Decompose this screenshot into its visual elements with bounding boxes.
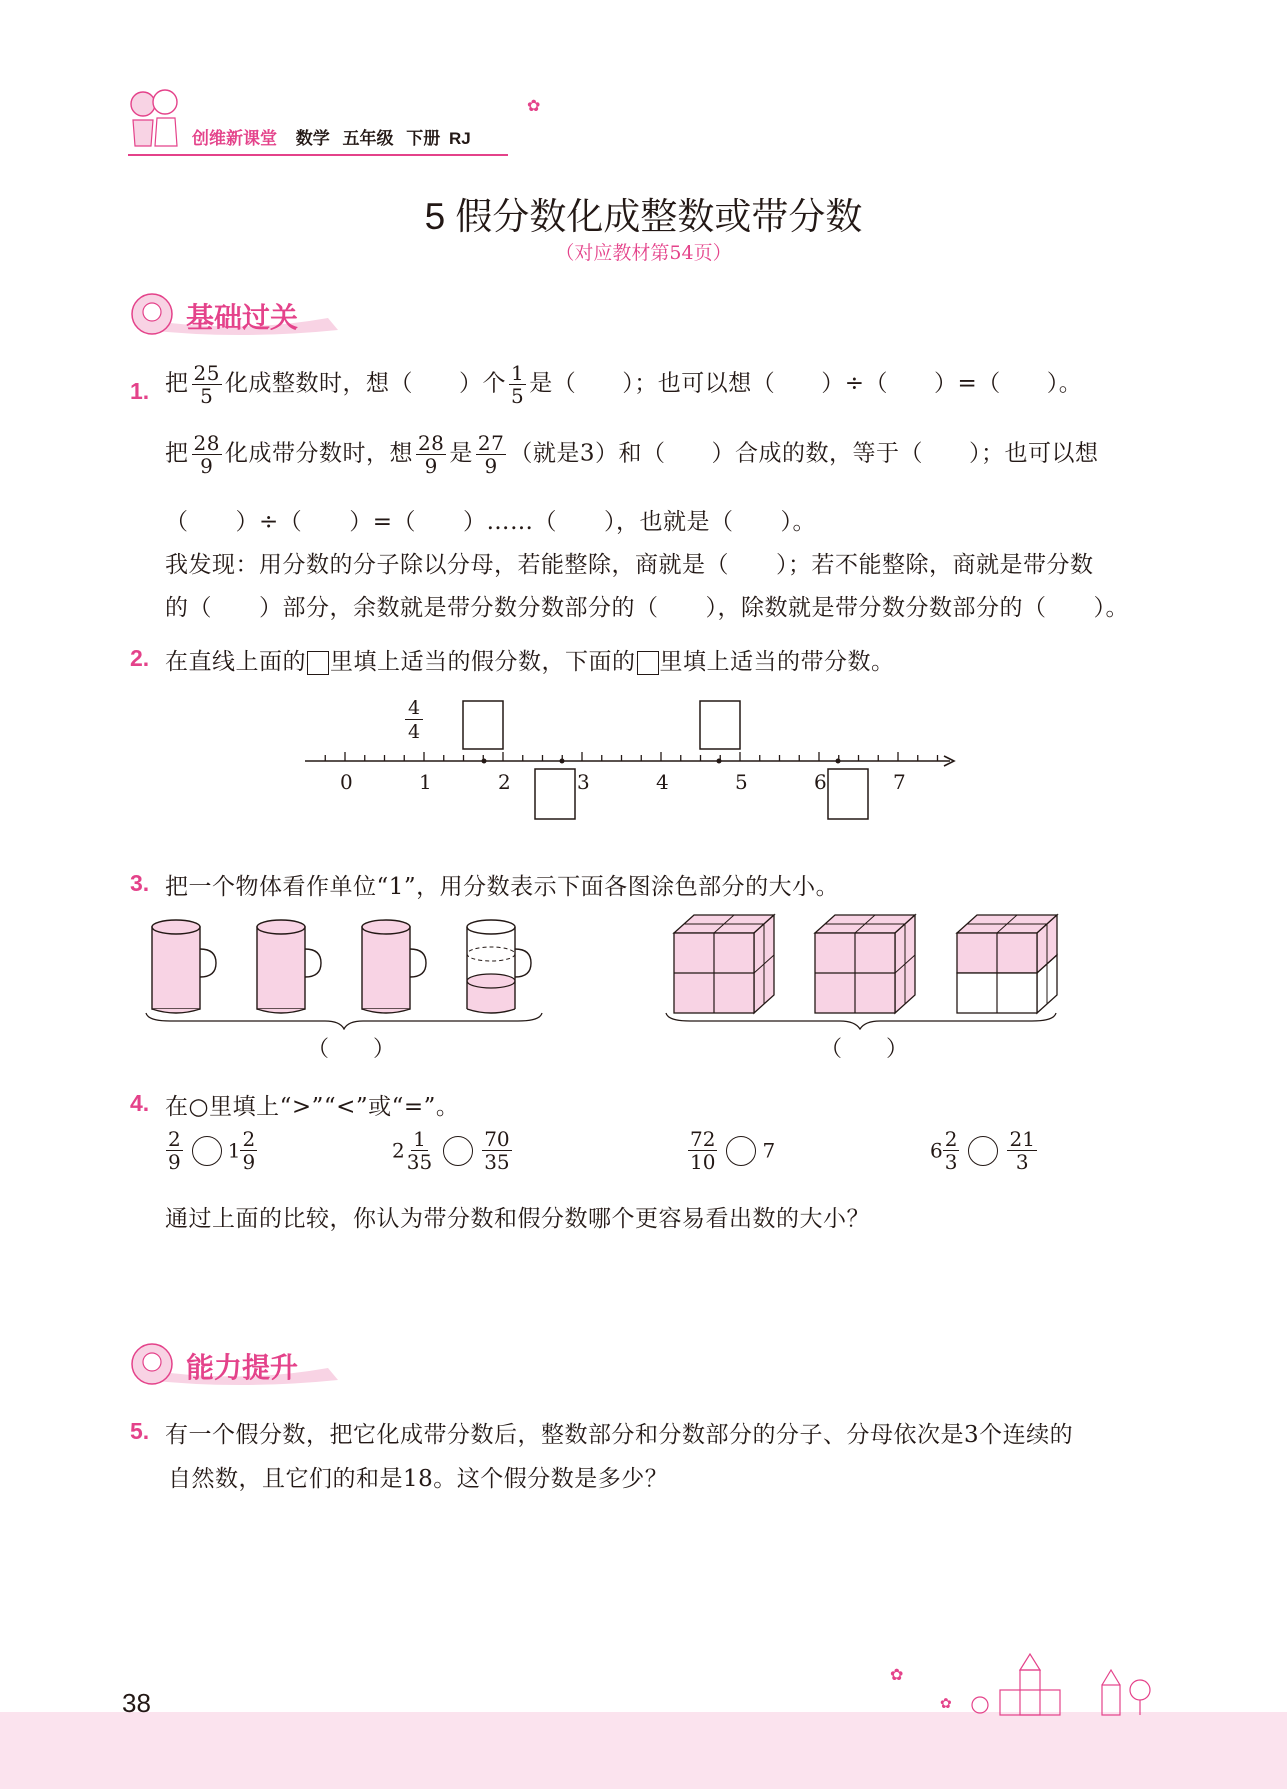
q4-question: 通过上面的比较，你认为带分数和假分数哪个更容易看出数的大小？ <box>165 1206 870 1232</box>
cube-half-icon <box>957 915 1057 1013</box>
q2-instruction: 在直线上面的 里填上适当的假分数，下面的 里填上适当的带分数。 <box>165 649 895 675</box>
header-logo-figures <box>125 86 180 156</box>
q1-line4: 我发现：用分数的分子除以分母，若能整除，商就是（ ）；若不能整除，商就是带分数 <box>165 552 1094 578</box>
header-subject: 数学 <box>295 129 330 148</box>
flower-icon: ✿ <box>527 96 541 115</box>
answer-box-icon <box>307 651 329 675</box>
header-rule <box>128 154 508 156</box>
point-marker <box>836 759 841 764</box>
page-number: 38 <box>122 1688 151 1718</box>
cups-figure <box>140 905 550 1030</box>
cup-icon <box>362 920 426 1013</box>
q2-frac-label: 4 4 <box>405 698 423 742</box>
tick-label: 2 <box>498 770 511 794</box>
number-line-labels <box>300 770 960 800</box>
q2-number: 2. <box>130 645 150 671</box>
svg-text:✿: ✿ <box>940 1696 952 1712</box>
q1-line2: 把 $\frac{28}{9}$ 化成带分数时，想 $\frac{28}{9}$ 是 $\frac{27}{9}$ （就是3）和（ ）合成的数，等于（ ）；也可以想 <box>165 431 1099 478</box>
compare-circle[interactable] <box>443 1136 473 1166</box>
cup-icon <box>257 920 321 1013</box>
point-marker <box>482 759 487 764</box>
cup-icon <box>152 920 216 1013</box>
answer-box-icon <box>637 651 659 675</box>
svg-text:✿: ✿ <box>890 1665 904 1684</box>
compare-circle[interactable] <box>192 1136 222 1166</box>
section-title-basic: 基础过关 <box>186 302 299 333</box>
tick-label: 7 <box>893 770 906 794</box>
q1-line5: 的（ ）部分，余数就是带分数分数部分的（ ），除数就是带分数分数部分的（ ）。 <box>165 595 1129 621</box>
header-brand: 创维新课堂 <box>192 129 277 148</box>
tick-label: 3 <box>577 770 590 794</box>
tick-label: 1 <box>419 770 432 794</box>
compare-circle[interactable] <box>968 1136 998 1166</box>
header-volume: 下册 <box>406 129 441 148</box>
q1-line1: 把 $\frac{25}{5}$ 化成整数时，想（ ）个 $\frac{1}{5}$ 是（ ）；也可以想（ ）÷（ ）=（ ）。 <box>165 361 1083 408</box>
answer-box-top-1[interactable] <box>463 701 503 749</box>
q1-number: 1. <box>130 378 150 404</box>
castle-decoration-icon <box>880 1650 1180 1720</box>
q4-instruction: 在○里填上“>”“<”或“=”。 <box>165 1094 460 1120</box>
q3-number: 3. <box>130 870 150 896</box>
header-edition: RJ <box>448 129 471 148</box>
cubes-figure <box>660 905 1065 1030</box>
q5-number: 5. <box>130 1418 150 1444</box>
q3-instruction: 把一个物体看作单位“1”，用分数表示下面各图涂色部分的大小。 <box>165 874 840 900</box>
tick-label: 0 <box>340 770 353 794</box>
page-title: 5 假分数化成整数或带分数 <box>424 196 863 237</box>
header <box>192 124 471 149</box>
number-line <box>300 695 960 825</box>
point-marker <box>560 759 565 764</box>
compare-3: $\frac{72}{10}$ 7 <box>690 1127 776 1174</box>
cup-partial-icon <box>467 920 531 1013</box>
q5-line1: 有一个假分数，把它化成带分数后，整数部分和分数部分的分子、分母依次是3个连续的 <box>165 1422 1074 1448</box>
q1-line3: （ ）÷（ ）=（ ）……（ ），也就是（ ）。 <box>165 509 817 535</box>
tick-label: 6 <box>814 770 827 794</box>
compare-4: 6 $\frac{2}{3}$ $\frac{21}{3}$ <box>930 1127 1035 1174</box>
q3-answer-left[interactable]: （ ） <box>307 1037 396 1062</box>
compare-2: 2 $\frac{1}{35}$ $\frac{70}{35}$ <box>392 1127 510 1174</box>
point-marker <box>717 759 722 764</box>
q4-number: 4. <box>130 1090 150 1116</box>
tick-label: 4 <box>656 770 669 794</box>
footer-band <box>0 1712 1287 1789</box>
q3-answer-right[interactable]: （ ） <box>820 1037 909 1062</box>
cube-icon <box>815 915 915 1013</box>
cube-icon <box>674 915 774 1013</box>
header-grade: 五年级 <box>342 129 394 148</box>
section-title-advanced: 能力提升 <box>186 1352 299 1383</box>
tick-label: 5 <box>735 770 748 794</box>
compare-1: $\frac{2}{9}$ 1 $\frac{2}{9}$ <box>168 1127 256 1174</box>
page-subtitle: （对应教材第54页） <box>555 242 732 264</box>
compare-circle[interactable] <box>726 1136 756 1166</box>
q5-line2: 自然数，且它们的和是18。这个假分数是多少？ <box>168 1466 669 1492</box>
answer-box-top-2[interactable] <box>700 701 740 749</box>
